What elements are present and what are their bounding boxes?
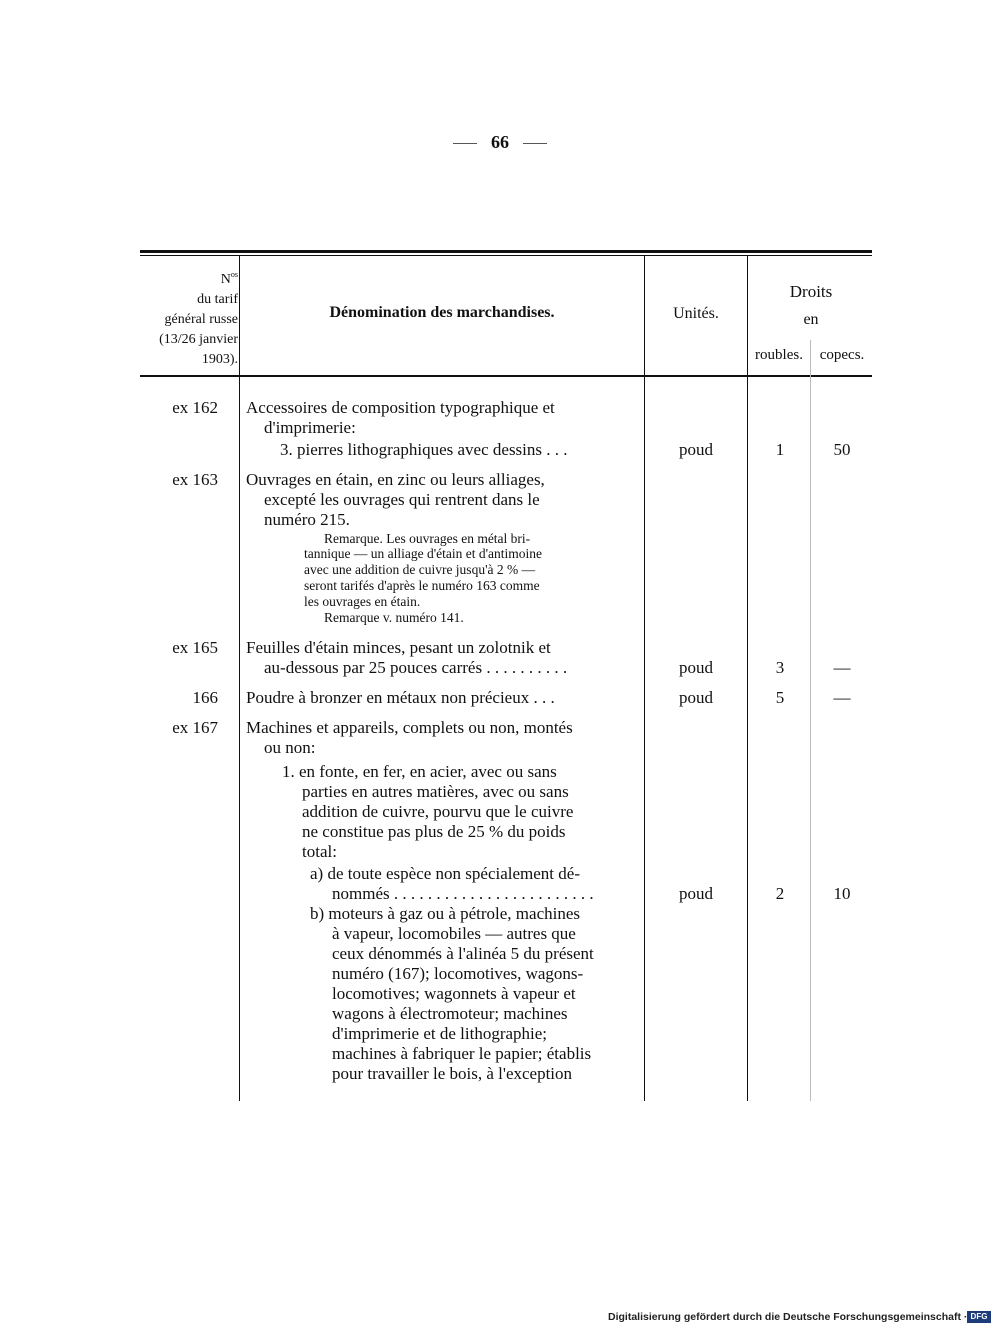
row-text: numéro 215.	[264, 510, 350, 529]
copecs-cell: —	[833, 658, 851, 677]
header-nos-sup: os	[230, 270, 238, 279]
row-text: addition de cuivre, pourvu que le cuivre	[302, 802, 574, 821]
row-text: nommés . . . . . . . . . . . . . . . . . . . . . . . .	[332, 884, 594, 903]
tariff-number: 166	[192, 688, 218, 707]
row-text: parties en autres matières, avec ou sans	[302, 782, 569, 801]
header-bottom-rule	[140, 375, 872, 377]
copecs-cell: —	[833, 688, 851, 707]
roubles-cell: 1	[775, 440, 785, 459]
table-top-rule-thin	[140, 255, 872, 256]
remark-text: les ouvrages en étain.	[304, 594, 421, 609]
unit-cell: poud	[679, 440, 713, 459]
row-text: au-dessous par 25 pouces carrés . . . . . . . . . .	[264, 658, 568, 677]
footer-credit: Digitalisierung gefördert durch die Deutsche Forschungsgemeinschaft ·	[608, 1311, 968, 1323]
roubles-cell: 3	[775, 658, 785, 677]
remark-text: seront tarifés d'après le numéro 163 comme	[304, 578, 540, 593]
row-text: d'imprimerie:	[264, 418, 356, 437]
row-text: Feuilles d'étain minces, pesant un zolotnik et	[246, 638, 551, 657]
copecs-cell: 50	[833, 440, 851, 459]
tariff-number: ex 167	[172, 718, 218, 737]
row-text: total:	[302, 842, 337, 861]
row-text: 3. pierres lithographiques avec dessins . . .	[280, 440, 568, 459]
page-number	[0, 132, 1000, 153]
unit-cell: poud	[679, 688, 713, 707]
row-text: numéro (167); locomotives, wagons-	[332, 964, 584, 983]
row-text: pour travailler le bois, à l'exception	[332, 1064, 573, 1083]
header-nos-line: (13/26 janvier	[159, 332, 238, 347]
col-divider-4	[810, 340, 811, 1101]
remark-text: Remarque v. numéro 141.	[324, 610, 464, 625]
header-roubles: roubles.	[755, 347, 803, 363]
page-number-text: 66	[491, 132, 509, 152]
tariff-number: ex 162	[172, 398, 218, 417]
dash-left	[453, 143, 477, 144]
unit-cell: poud	[679, 658, 713, 677]
row-text: b) moteurs à gaz ou à pétrole, machines	[310, 904, 581, 923]
dfg-logo-text: DFG	[970, 1312, 988, 1321]
unit-cell: poud	[679, 884, 713, 903]
row-text: Accessoires de composition typographique et	[246, 398, 555, 417]
roubles-cell: 5	[775, 688, 785, 707]
row-text: Machines et appareils, complets ou non, montés	[246, 718, 573, 737]
row-text: Ouvrages en étain, en zinc ou leurs alliages,	[246, 470, 545, 489]
dfg-logo	[967, 1311, 991, 1323]
row-text: locomotives; wagonnets à vapeur et	[332, 984, 576, 1003]
header-unites: Unités.	[673, 305, 719, 322]
tariff-number: ex 165	[172, 638, 218, 657]
tariff-number: ex 163	[172, 470, 218, 489]
row-text: excepté les ouvrages qui rentrent dans le	[264, 490, 540, 509]
row-text: wagons à électromoteur; machines	[332, 1004, 568, 1023]
row-text: 1. en fonte, en fer, en acier, avec ou sans	[282, 762, 557, 781]
copecs-cell: 10	[833, 884, 851, 903]
remark-text: avec une addition de cuivre jusqu'à 2 % —	[304, 562, 536, 577]
col-divider-2	[644, 256, 645, 1101]
remark-text: Remarque. Les ouvrages en métal bri-	[324, 531, 531, 546]
header-copecs: copecs.	[819, 347, 865, 363]
header-nos-label: N	[220, 272, 231, 287]
row-text: à vapeur, locomobiles — autres que	[332, 924, 576, 943]
col-divider-3	[747, 256, 748, 1101]
row-text: machines à fabriquer le papier; établis	[332, 1044, 592, 1063]
row-text: a) de toute espèce non spécialement dé-	[310, 864, 580, 883]
row-text: Poudre à bronzer en métaux non précieux . . .	[246, 688, 555, 707]
row-text: ceux dénommés à l'alinéa 5 du présent	[332, 944, 594, 963]
roubles-cell: 2	[775, 884, 785, 903]
header-droits: Droits	[789, 282, 833, 301]
header-denomination: Dénomination des marchandises.	[329, 304, 555, 321]
table-top-rule	[140, 250, 872, 253]
remark-text: tannique — un alliage d'étain et d'antimoine	[304, 546, 543, 561]
col-divider-1	[239, 256, 240, 1101]
header-nos-line: général russe	[164, 312, 238, 327]
row-text: ne constitue pas plus de 25 % du poids	[302, 822, 566, 841]
row-text: d'imprimerie et de lithographie;	[332, 1024, 548, 1043]
row-text: ou non:	[264, 738, 316, 757]
header-nos-line: 1903).	[201, 352, 238, 367]
header-nos	[138, 265, 238, 370]
header-en: en	[803, 311, 819, 328]
dash-right	[523, 143, 547, 144]
header-nos-line: du tarif	[197, 292, 238, 307]
